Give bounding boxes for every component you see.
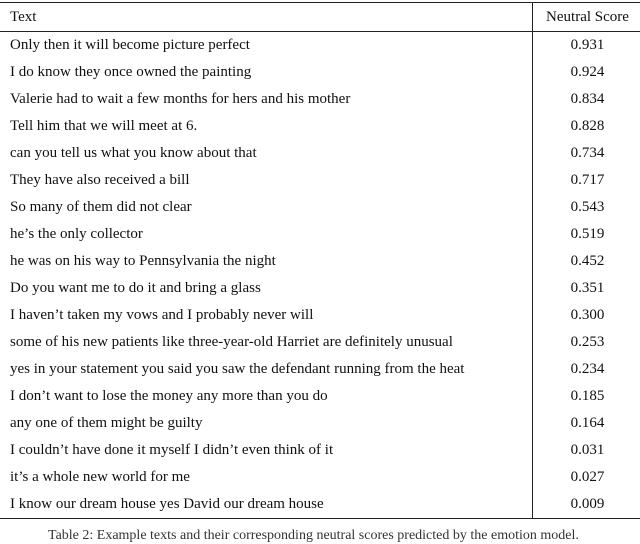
table-row — [0, 248, 640, 275]
row-neutral-score: 0.519 — [532, 221, 640, 248]
row-neutral-score: 0.253 — [532, 329, 640, 356]
row-neutral-score: 0.164 — [532, 410, 640, 437]
row-neutral-score: 0.031 — [532, 437, 640, 464]
table-row — [0, 113, 640, 140]
table-caption: Table 2: Example texts and their corresponding neutral scores predicted by the emotion model. — [48, 528, 579, 543]
table-row — [0, 194, 640, 221]
row-text: I couldn’t have done it myself I didn’t even think of it — [10, 442, 334, 458]
row-text: some of his new patients like three-year-old Harriet are definitely unusual — [10, 334, 453, 350]
table-row — [0, 221, 640, 248]
table-row — [0, 464, 640, 491]
row-neutral-score: 0.027 — [532, 464, 640, 491]
row-neutral-score: 0.828 — [532, 113, 640, 140]
row-text: Only then it will become picture perfect — [10, 37, 250, 53]
table-row — [0, 491, 640, 518]
table-row — [0, 383, 640, 410]
row-neutral-score: 0.734 — [532, 140, 640, 167]
table-row — [0, 32, 640, 59]
row-text: So many of them did not clear — [10, 199, 192, 215]
row-neutral-score: 0.834 — [532, 86, 640, 113]
table-header-row — [0, 3, 640, 31]
row-neutral-score: 0.452 — [532, 248, 640, 275]
row-text: it’s a whole new world for me — [10, 469, 190, 485]
table-row — [0, 356, 640, 383]
row-text: yes in your statement you said you saw the defendant running from the heat — [10, 361, 465, 377]
header-neutral-score: Neutral Score — [532, 3, 640, 31]
row-text: I don’t want to lose the money any more than you do — [10, 388, 328, 404]
table-row — [0, 410, 640, 437]
row-neutral-score: 0.931 — [532, 32, 640, 59]
header-text: Text — [10, 9, 37, 25]
row-neutral-score: 0.543 — [532, 194, 640, 221]
row-text: any one of them might be guilty — [10, 415, 203, 431]
table-row — [0, 437, 640, 464]
table-row — [0, 140, 640, 167]
row-text: I know our dream house yes David our dream house — [10, 496, 324, 512]
table-row — [0, 86, 640, 113]
table-row — [0, 167, 640, 194]
row-neutral-score: 0.185 — [532, 383, 640, 410]
row-text: Tell him that we will meet at 6. — [10, 118, 198, 134]
row-text: he was on his way to Pennsylvania the night — [10, 253, 276, 269]
row-text: I do know they once owned the painting — [10, 64, 252, 80]
row-text: Valerie had to wait a few months for hers and his mother — [10, 91, 351, 107]
row-text: I haven’t taken my vows and I probably never will — [10, 307, 314, 323]
row-neutral-score: 0.234 — [532, 356, 640, 383]
row-text: Do you want me to do it and bring a glass — [10, 280, 261, 296]
row-text: They have also received a bill — [10, 172, 190, 188]
row-neutral-score: 0.924 — [532, 59, 640, 86]
table-row — [0, 59, 640, 86]
table-body — [0, 32, 640, 518]
table-bottom-rule — [0, 518, 640, 519]
table-row — [0, 302, 640, 329]
row-neutral-score: 0.717 — [532, 167, 640, 194]
results-table — [0, 2, 640, 519]
row-neutral-score: 0.351 — [532, 275, 640, 302]
row-text: can you tell us what you know about that — [10, 145, 257, 161]
row-neutral-score: 0.009 — [532, 491, 640, 518]
row-neutral-score: 0.300 — [532, 302, 640, 329]
table-row — [0, 329, 640, 356]
table-row — [0, 275, 640, 302]
row-text: he’s the only collector — [10, 226, 143, 242]
